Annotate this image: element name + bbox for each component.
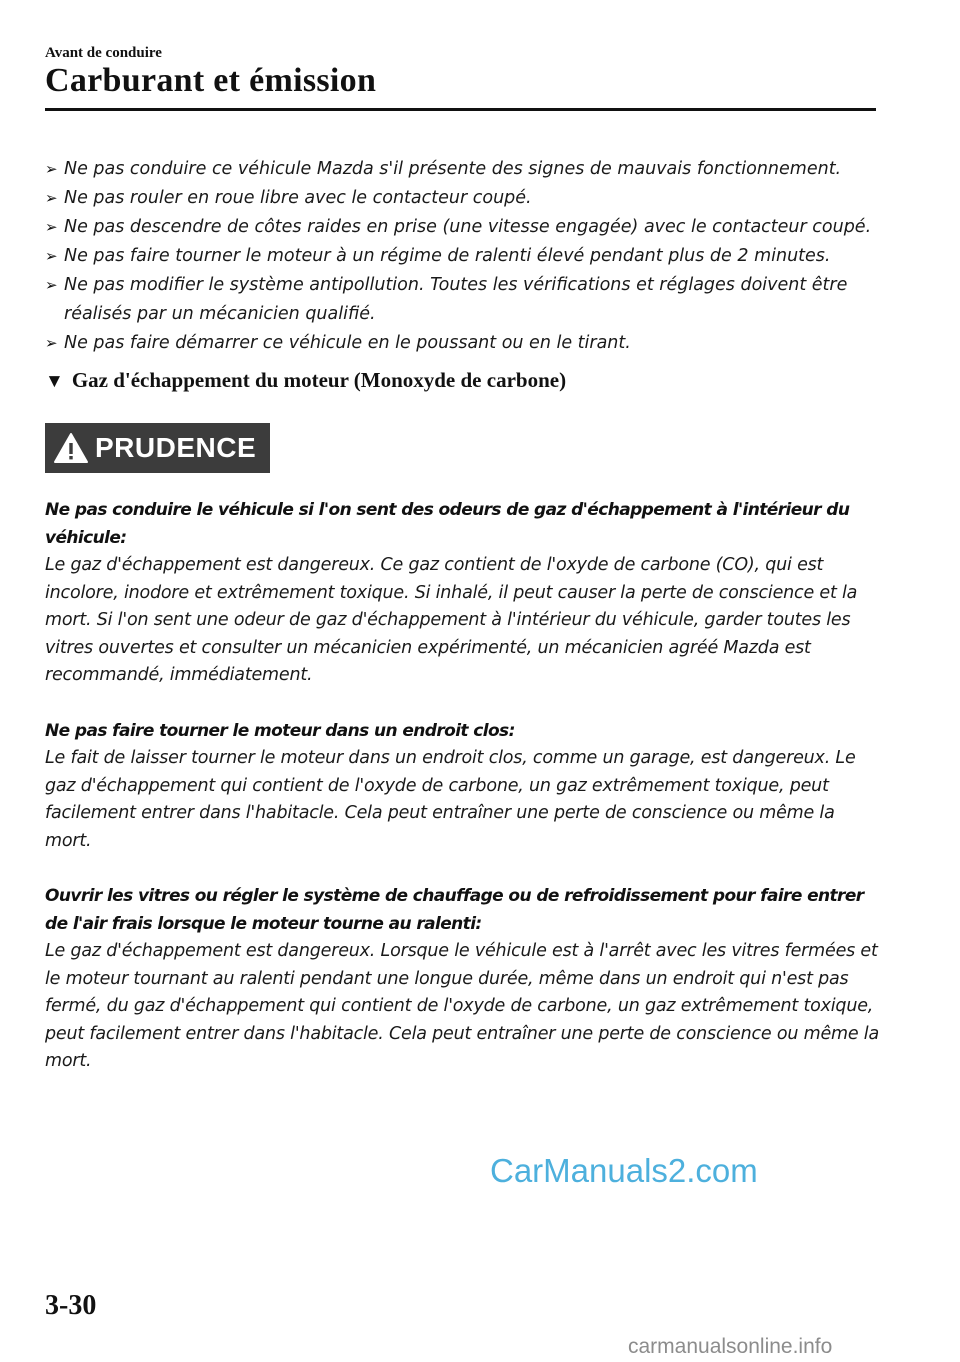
warning-item bbox=[45, 497, 880, 690]
bullet-item bbox=[45, 184, 875, 213]
watermark-logo: CarManuals2.com bbox=[490, 1152, 758, 1189]
arrow-right-icon: ➢ bbox=[45, 247, 58, 265]
bullet-text: Ne pas conduire ce véhicule Mazda s'il présente des signes de mauvais fonctionnement. bbox=[64, 159, 842, 179]
section-subheading bbox=[45, 368, 566, 393]
bullet-item bbox=[45, 213, 875, 242]
warning-heading: Ouvrir les vitres ou régler le système de chauffage ou de refroidissement pour faire entrer de l'air frais lorsque le moteur tourne au ralenti: bbox=[45, 886, 864, 934]
arrow-right-icon: ➢ bbox=[45, 276, 58, 294]
section-label: Avant de conduire bbox=[45, 45, 162, 61]
warning-heading: Ne pas faire tourner le moteur dans un endroit clos: bbox=[45, 720, 515, 741]
page-number: 3-30 bbox=[45, 1290, 97, 1321]
warning-body: Le gaz d'échappement est dangereux. Lorsque le véhicule est à l'arrêt avec les vitres fermées et le moteur tournant au ralenti pendant une longue durée, même dans un endroit qui n'est pas fermé, du gaz d'échappement qui contient de l'oxyde de carbone, un gaz extrêmement toxique, peut facilement entrer dans l'habitacle. Cela peut entraîner une perte de conscience ou même la mort. bbox=[45, 941, 879, 1071]
title-divider bbox=[45, 108, 876, 111]
bullet-item bbox=[45, 242, 875, 271]
warning-item bbox=[45, 883, 880, 1076]
footer-watermark: carmanualsonline.info bbox=[628, 1335, 833, 1358]
arrow-right-icon: ➢ bbox=[45, 333, 58, 352]
arrow-right-icon: ➢ bbox=[45, 189, 58, 207]
warning-list bbox=[45, 497, 880, 1104]
bullet-text: Ne pas rouler en roue libre avec le contacteur coupé. bbox=[64, 188, 532, 208]
warning-heading: Ne pas conduire le véhicule si l'on sent des odeurs de gaz d'échappement à l'intérieur du véhicule: bbox=[45, 500, 850, 548]
bullet-text: Ne pas descendre de côtes raides en prise (une vitesse engagée) avec le contacteur coupé. bbox=[64, 217, 872, 237]
warning-item bbox=[45, 718, 880, 856]
bullet-item bbox=[45, 271, 875, 328]
bullet-item bbox=[45, 329, 875, 358]
arrow-right-icon: ➢ bbox=[45, 160, 58, 178]
bullet-text: Ne pas modifier le système antipollution. Toutes les vérifications et réglages doivent être réalisés par un mécanicien qualifié. bbox=[64, 275, 848, 324]
subheading-text: Gaz d'échappement du moteur (Monoxyde de carbone) bbox=[71, 368, 567, 392]
arrow-right-icon: ➢ bbox=[45, 218, 58, 236]
caution-banner bbox=[45, 423, 270, 473]
bullet-list bbox=[45, 155, 875, 358]
warning-body: Le fait de laisser tourner le moteur dans un endroit clos, comme un garage, est dangereux. Le gaz d'échappement qui contient de l'oxyde de carbone, un gaz extrêmement toxique, peut facilement entrer dans l'habitacle. Cela peut entraîner une perte de conscience ou même la mort. bbox=[45, 748, 856, 851]
bullet-text: Ne pas faire tourner le moteur à un régime de ralenti élevé pendant plus de 2 minutes. bbox=[64, 246, 831, 266]
triangle-down-icon: ▼ bbox=[45, 371, 64, 392]
warning-body: Le gaz d'échappement est dangereux. Ce gaz contient de l'oxyde de carbone (CO), qui est incolore, inodore et extrêmement toxique. Si inhalé, il peut causer la perte de conscience et la mort. Si l'on sent une odeur de gaz d'échappement à l'intérieur du véhicule, garder toutes les vitres ouvertes et consulter un mécanicien expérimenté, un mécanicien agréé Mazda est recommandé, immédiatement. bbox=[45, 555, 858, 685]
page-title: Carburant et émission bbox=[45, 62, 377, 99]
warning-triangle-icon bbox=[53, 431, 89, 465]
bullet-item bbox=[45, 155, 875, 184]
caution-label: PRUDENCE bbox=[95, 432, 257, 463]
bullet-text: Ne pas faire démarrer ce véhicule en le poussant ou en le tirant. bbox=[64, 332, 631, 353]
